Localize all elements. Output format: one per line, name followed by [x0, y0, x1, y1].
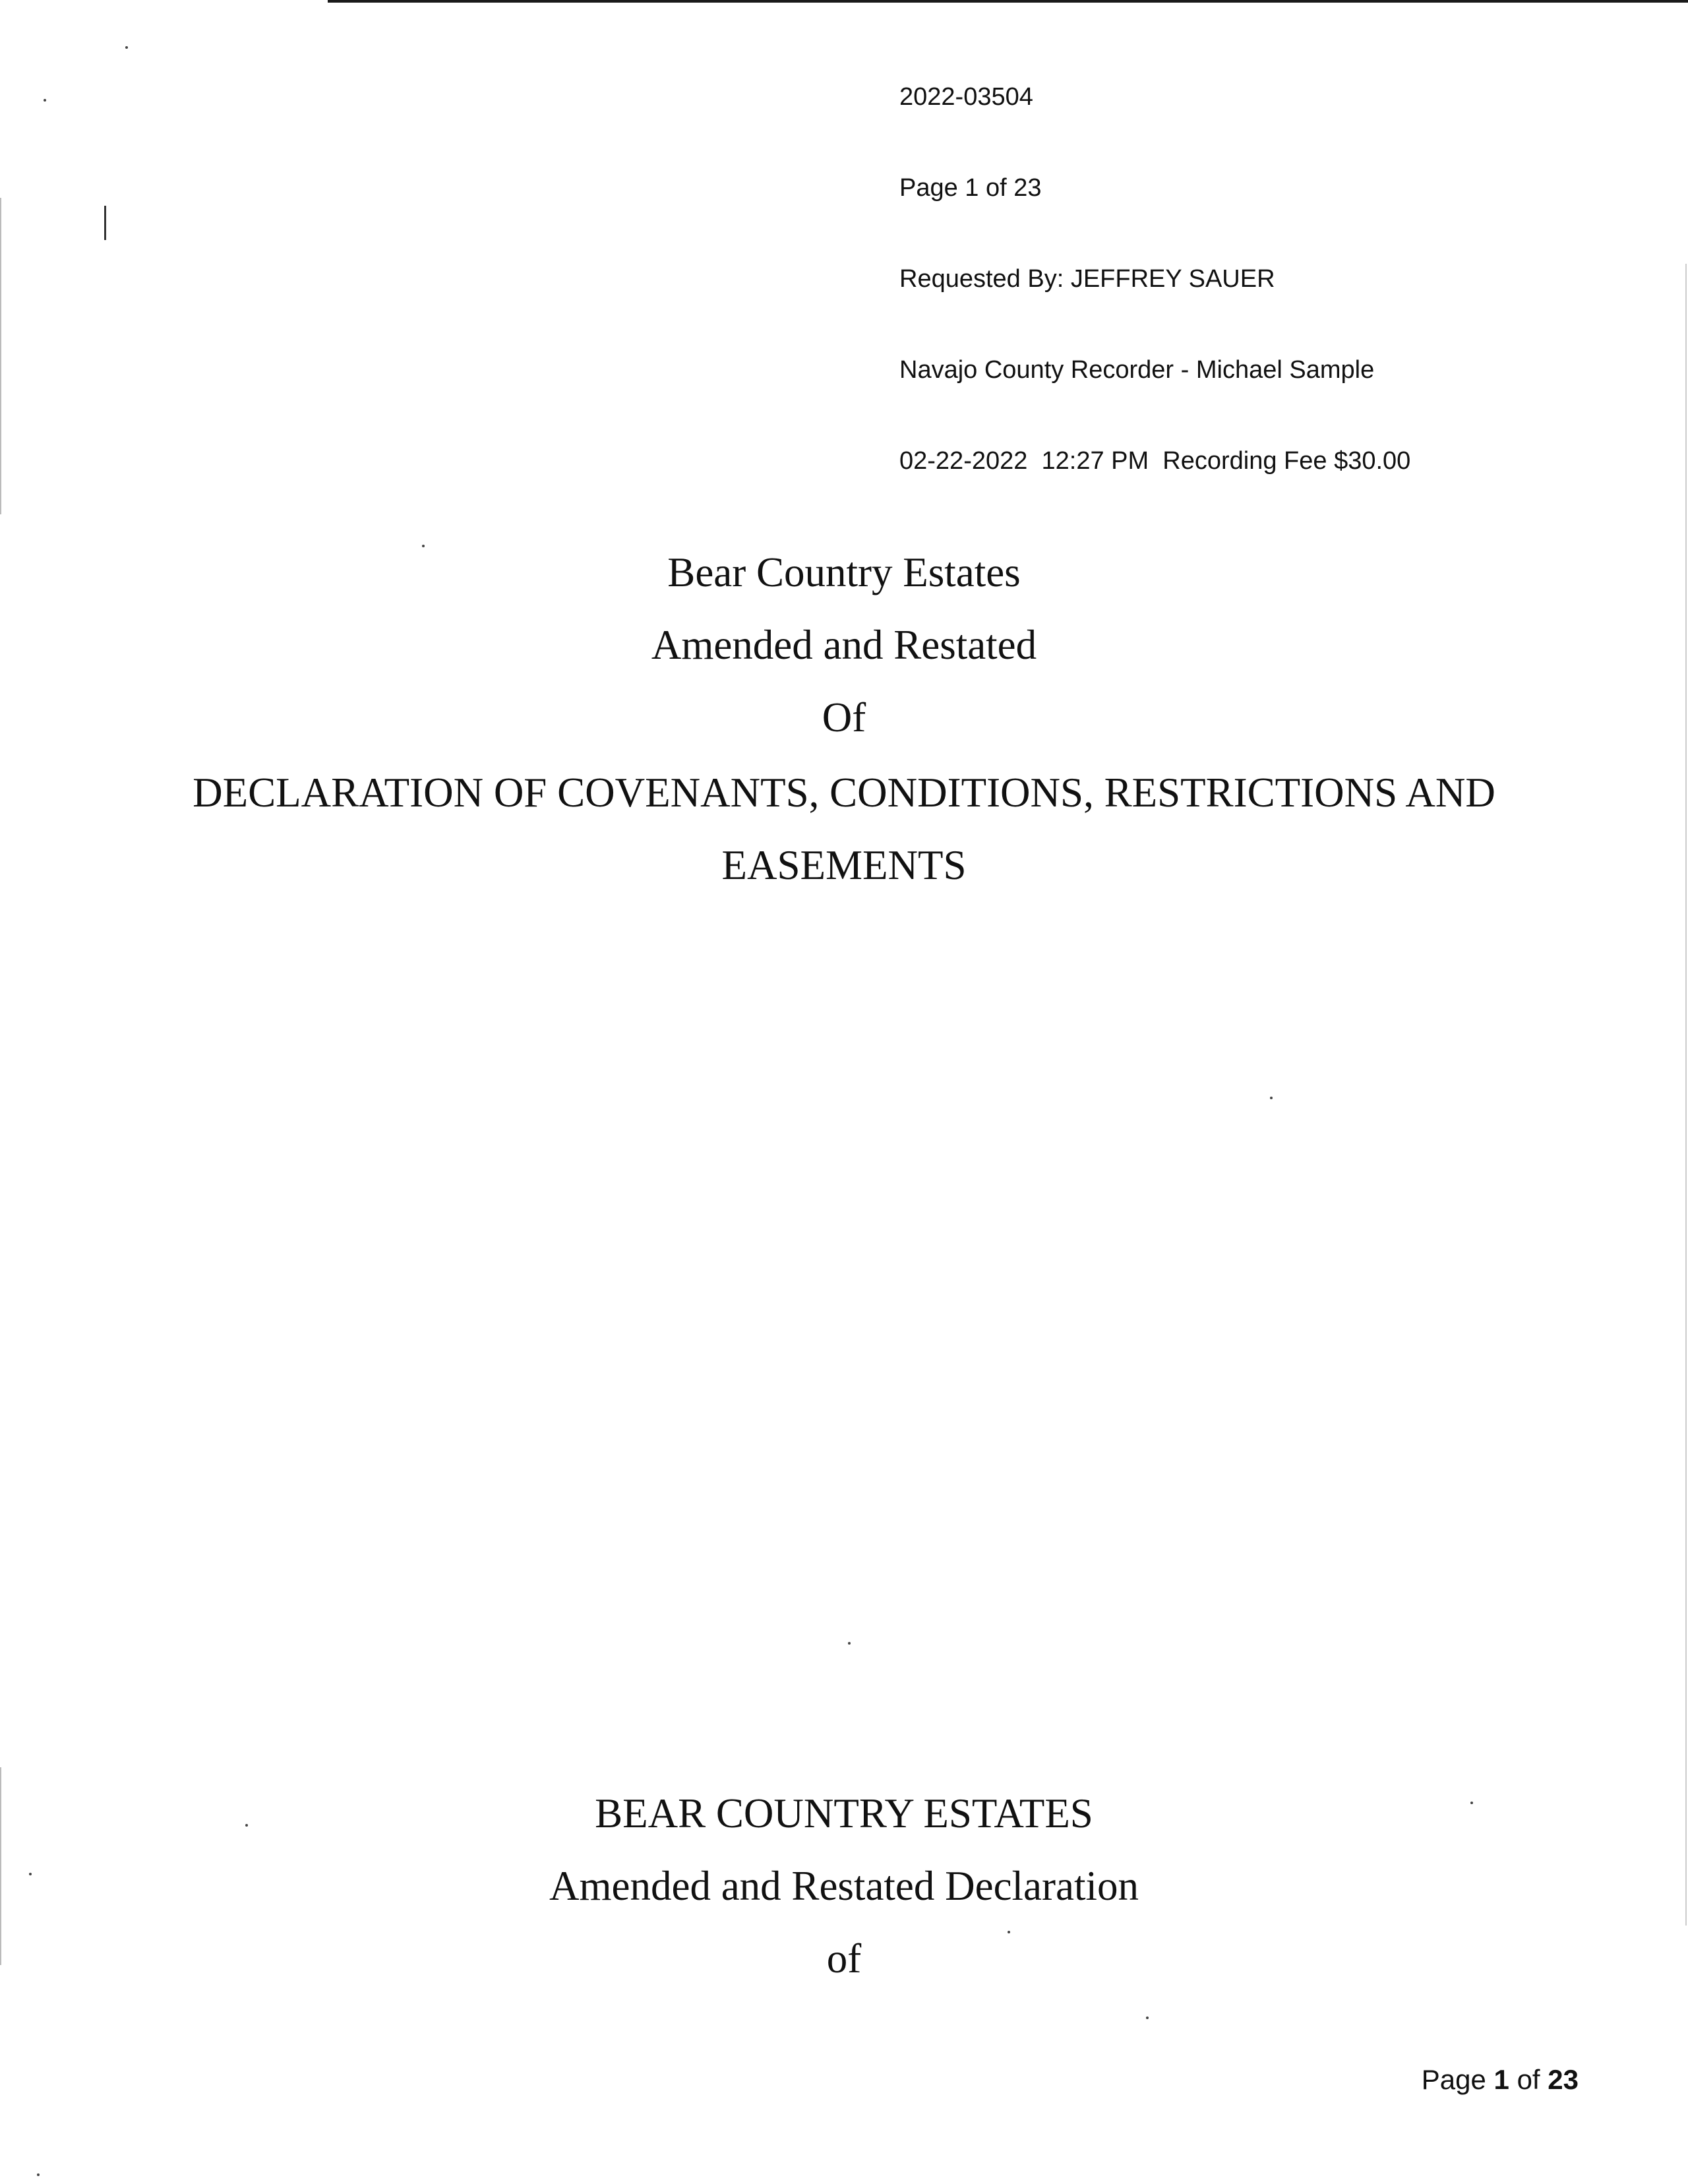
- scan-speck: [125, 46, 128, 49]
- scan-speck: [1146, 2017, 1149, 2019]
- page-footer: [1422, 2064, 1579, 2096]
- scan-margin-mark: [104, 206, 106, 240]
- county-recorder: Navajo County Recorder - Michael Sample: [899, 356, 1375, 384]
- footer-middle: of: [1509, 2064, 1548, 2095]
- scan-speck: [37, 2173, 40, 2176]
- scan-speck: [44, 99, 46, 102]
- stamp-page-info: Page 1 of 23: [899, 174, 1042, 202]
- cover-title-line-2: Amended and Restated: [651, 622, 1037, 668]
- scan-top-border: [328, 0, 1688, 3]
- recorder-stamp: [899, 21, 1410, 506]
- cover-title-line-4: DECLARATION OF COVENANTS, CONDITIONS, RESTRICTIONS AND: [193, 770, 1495, 816]
- cover-title-line-5: EASEMENTS: [721, 842, 967, 888]
- scan-speck: [1008, 1931, 1010, 1933]
- scan-left-edge: [0, 198, 1, 514]
- scan-speck: [1270, 1097, 1273, 1099]
- cover-title-line-1: Bear Country Estates: [667, 549, 1021, 595]
- requested-by: Requested By: JEFFREY SAUER: [899, 265, 1275, 293]
- second-title-line-2: Amended and Restated Declaration: [549, 1863, 1139, 1909]
- scan-right-edge: [1685, 264, 1687, 1926]
- scan-speck: [422, 545, 425, 547]
- second-title-line-1: BEAR COUNTRY ESTATES: [595, 1790, 1093, 1836]
- scan-speck: [848, 1642, 851, 1645]
- footer-prefix: Page: [1421, 2064, 1494, 2095]
- cover-title-line-3: Of: [822, 694, 866, 741]
- footer-current-page: 1: [1493, 2064, 1509, 2095]
- footer-total-pages: 23: [1548, 2064, 1579, 2095]
- document-number: 2022-03504: [899, 83, 1033, 111]
- recording-date-fee: 02-22-2022 12:27 PM Recording Fee $30.00: [899, 447, 1411, 475]
- second-title-line-3: of: [826, 1935, 862, 1982]
